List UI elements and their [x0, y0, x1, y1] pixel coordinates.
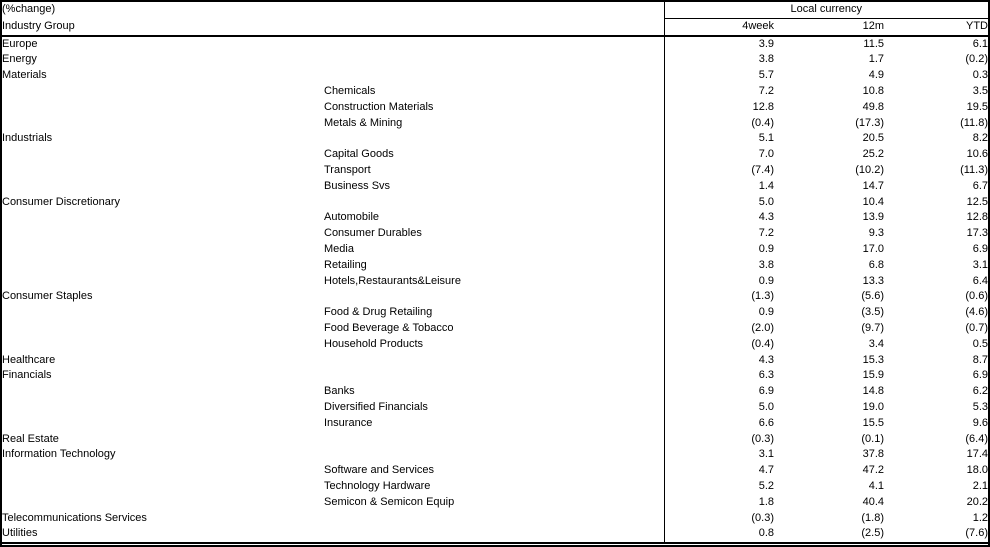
row-value-12m: 20.5: [862, 132, 884, 145]
row-value-4week: 6.6: [664, 416, 774, 432]
table-row: [2, 289, 988, 305]
row-subgroup-label: Food Beverage & Tobacco: [324, 321, 454, 334]
row-subgroup-label: Semicon & Semicon Equip: [324, 495, 455, 508]
row-value-12m: 6.8: [868, 258, 884, 271]
row-value-4week: 5.0: [664, 400, 774, 416]
row-value-ytd: (0.2): [965, 53, 988, 66]
industry-performance-table: [2, 2, 988, 544]
row-value-ytd: (11.3): [960, 163, 988, 176]
row-group-label: Consumer Staples: [2, 290, 93, 303]
table-head-section: [2, 2, 988, 36]
row-value-4week: 1.4: [664, 179, 774, 195]
row-value-ytd: 6.4: [972, 274, 988, 287]
row-subgroup-label: Construction Materials: [324, 100, 434, 113]
row-value-4week: 0.9: [664, 274, 774, 290]
row-value-ytd: (4.6): [965, 306, 988, 319]
row-value-12m: 15.9: [862, 369, 884, 382]
row-value-4week: (0.4): [664, 337, 774, 353]
row-group-label: [2, 384, 324, 400]
table-row: [2, 384, 988, 400]
row-value-12m: 4.9: [868, 69, 884, 82]
table-row: [2, 163, 988, 179]
row-subgroup-label: Metals & Mining: [324, 116, 403, 129]
row-value-ytd: 3.5: [972, 84, 988, 97]
row-value-4week: (0.4): [664, 116, 774, 132]
row-group-label: Real Estate: [2, 432, 59, 445]
row-value-4week: 4.3: [664, 353, 774, 369]
row-value-4week: 0.8: [664, 526, 774, 543]
row-value-4week: (2.0): [664, 321, 774, 337]
row-value-4week: 3.1: [664, 447, 774, 463]
row-value-4week: 7.2: [664, 84, 774, 100]
table-body: [2, 36, 988, 544]
row-value-ytd: (7.6): [884, 526, 988, 543]
row-value-ytd: 6.7: [972, 179, 988, 192]
table-row: [2, 210, 988, 226]
row-group-label: [2, 463, 324, 479]
row-value-4week: 0.9: [664, 242, 774, 258]
row-subgroup-label: Retailing: [324, 258, 367, 271]
row-subgroup-label: Automobile: [324, 211, 380, 224]
table-row: [2, 416, 988, 432]
table-row: [2, 131, 988, 147]
row-subgroup-label: [324, 131, 664, 147]
row-value-12m: (3.5): [861, 306, 884, 319]
row-value-4week: 6.9: [664, 384, 774, 400]
row-subgroup-label: Media: [324, 242, 354, 255]
table-row: [2, 258, 988, 274]
row-subgroup-label: [324, 447, 664, 463]
row-subgroup-label: [324, 36, 664, 53]
row-value-ytd: 18.0: [966, 464, 988, 477]
row-value-12m: 3.4: [868, 337, 884, 350]
column-header-row: [2, 18, 988, 35]
table-row: [2, 353, 988, 369]
row-value-4week: 5.7: [664, 68, 774, 84]
row-value-4week: 5.2: [664, 479, 774, 495]
row-value-4week: 6.3: [664, 368, 774, 384]
row-value-12m: 49.8: [862, 100, 884, 113]
row-group-label: [2, 416, 324, 432]
row-value-12m: 10.4: [862, 195, 884, 208]
row-group-label: [2, 337, 324, 353]
units-row: [2, 2, 988, 18]
row-value-12m: (9.7): [861, 321, 884, 334]
row-value-4week: 3.8: [664, 258, 774, 274]
table-row: [2, 305, 988, 321]
row-group-label: [2, 179, 324, 195]
row-subgroup-label: Insurance: [324, 416, 373, 429]
row-group-label: Telecommunications Services: [2, 511, 147, 524]
row-value-12m: 10.8: [862, 84, 884, 97]
row-value-ytd: 1.2: [972, 511, 988, 524]
row-value-12m: 25.2: [862, 148, 884, 161]
row-subgroup-label: Chemicals: [324, 84, 376, 97]
row-subgroup-label: Household Products: [324, 337, 424, 350]
row-value-4week: (7.4): [664, 163, 774, 179]
row-value-4week: 7.2: [664, 226, 774, 242]
row-value-4week: 1.8: [664, 495, 774, 511]
row-value-12m: (2.5): [774, 526, 884, 543]
row-subgroup-label: Technology Hardware: [324, 479, 431, 492]
units-spacer: [324, 2, 664, 18]
row-value-4week: 4.3: [664, 210, 774, 226]
row-group-label: [2, 495, 324, 511]
header-spacer: [324, 18, 664, 35]
row-value-12m: 19.0: [862, 400, 884, 413]
table-row: [2, 100, 988, 116]
row-group-label: [2, 479, 324, 495]
row-value-4week: (1.3): [664, 289, 774, 305]
row-value-ytd: 19.5: [966, 100, 988, 113]
row-group-label: [2, 116, 324, 132]
row-subgroup-label: Business Svs: [324, 179, 391, 192]
row-value-4week: 3.8: [664, 52, 774, 68]
row-group-label: Energy: [2, 53, 37, 66]
table-row: [2, 52, 988, 68]
row-value-12m: 17.0: [862, 242, 884, 255]
row-value-4week: 3.9: [664, 36, 774, 53]
row-value-4week: (0.3): [664, 432, 774, 448]
row-group-label: Healthcare: [2, 353, 56, 366]
row-subgroup-label: [324, 368, 664, 384]
row-value-ytd: 17.3: [966, 227, 988, 240]
row-group-label: [2, 163, 324, 179]
row-group-label: [2, 274, 324, 290]
table-row: [2, 463, 988, 479]
row-group-label: [2, 258, 324, 274]
row-value-12m: 37.8: [862, 448, 884, 461]
row-value-ytd: 10.6: [966, 148, 988, 161]
row-value-12m: 14.8: [862, 385, 884, 398]
row-value-12m: (10.2): [855, 163, 884, 176]
row-value-ytd: 8.7: [972, 353, 988, 366]
row-group-label: Utilities: [2, 526, 324, 543]
table-row: [2, 479, 988, 495]
row-group-label: Industrials: [2, 132, 53, 145]
row-group-label: [2, 147, 324, 163]
row-value-ytd: 2.1: [972, 479, 988, 492]
row-subgroup-label: Software and Services: [324, 464, 435, 477]
table-row: [2, 36, 988, 53]
row-value-12m: 1.7: [868, 53, 884, 66]
row-value-4week: 5.1: [664, 131, 774, 147]
row-group-label: [2, 242, 324, 258]
row-value-ytd: 5.3: [972, 400, 988, 413]
row-subgroup-label: [324, 511, 664, 527]
row-group-label: Financials: [2, 369, 52, 382]
row-value-4week: 12.8: [664, 100, 774, 116]
row-value-12m: (17.3): [855, 116, 884, 129]
row-value-12m: 13.3: [862, 274, 884, 287]
row-group-label: [2, 400, 324, 416]
row-value-12m: 14.7: [862, 179, 884, 192]
row-subgroup-label: [324, 68, 664, 84]
table-row: [2, 495, 988, 511]
row-value-ytd: (0.7): [965, 321, 988, 334]
row-group-label: [2, 210, 324, 226]
row-value-4week: 0.9: [664, 305, 774, 321]
row-group-label: [2, 305, 324, 321]
row-value-ytd: (11.8): [960, 116, 988, 129]
row-value-ytd: 6.9: [972, 369, 988, 382]
row-group-label: [2, 84, 324, 100]
table-row: [2, 447, 988, 463]
row-group-label: Europe: [2, 37, 38, 50]
row-value-4week: (0.3): [664, 511, 774, 527]
row-value-ytd: 9.6: [972, 416, 988, 429]
table-row: [2, 368, 988, 384]
row-value-12m: 4.1: [868, 479, 884, 492]
table-row: [2, 179, 988, 195]
table-row: [2, 226, 988, 242]
row-group-label: Information Technology: [2, 448, 116, 461]
table-row: [2, 195, 988, 211]
row-value-ytd: 6.9: [972, 242, 988, 255]
row-subgroup-label: [324, 289, 664, 305]
row-value-12m: 15.3: [862, 353, 884, 366]
row-value-ytd: 0.3: [972, 69, 988, 82]
row-value-4week: 7.0: [664, 147, 774, 163]
row-value-12m: 9.3: [868, 227, 884, 240]
row-subgroup-label: [324, 353, 664, 369]
row-subgroup-label: Banks: [324, 385, 355, 398]
table-row: [2, 432, 988, 448]
row-value-ytd: 8.2: [972, 132, 988, 145]
row-subgroup-label: Capital Goods: [324, 148, 394, 161]
units-label: (%change): [2, 3, 56, 16]
row-subgroup-label: Consumer Durables: [324, 227, 422, 240]
row-group-label: [2, 100, 324, 116]
row-value-12m: 47.2: [862, 464, 884, 477]
row-value-ytd: 6.1: [972, 37, 988, 50]
table-row: [2, 68, 988, 84]
row-value-12m: 13.9: [862, 211, 884, 224]
row-value-ytd: 0.5: [972, 337, 988, 350]
industry-group-header: Industry Group: [2, 18, 324, 35]
local-currency-header: Local currency: [664, 2, 988, 18]
row-value-12m: 15.5: [862, 416, 884, 429]
row-subgroup-label: [324, 526, 664, 543]
row-value-12m: 11.5: [863, 37, 884, 50]
row-group-label: [2, 321, 324, 337]
row-value-ytd: 3.1: [972, 258, 988, 271]
row-value-ytd: 6.2: [972, 385, 988, 398]
table-row: [2, 526, 988, 543]
row-subgroup-label: [324, 432, 664, 448]
row-subgroup-label: [324, 52, 664, 68]
table-row: [2, 116, 988, 132]
row-subgroup-label: Food & Drug Retailing: [324, 306, 433, 319]
row-value-ytd: 17.4: [966, 448, 988, 461]
row-value-4week: 5.0: [664, 195, 774, 211]
header-col-4week: 4week: [664, 18, 774, 35]
row-group-label: Consumer Discretionary: [2, 195, 120, 208]
table-row: [2, 511, 988, 527]
row-subgroup-label: [324, 195, 664, 211]
row-value-ytd: (6.4): [965, 432, 988, 445]
table-row: [2, 337, 988, 353]
row-value-12m: (0.1): [861, 432, 884, 445]
row-subgroup-label: Hotels,Restaurants&Leisure: [324, 274, 461, 287]
table-row: [2, 321, 988, 337]
table-row: [2, 147, 988, 163]
table-row: [2, 274, 988, 290]
table-row: [2, 242, 988, 258]
row-group-label: [2, 226, 324, 242]
row-subgroup-label: Diversified Financials: [324, 400, 428, 413]
row-value-ytd: 12.5: [966, 195, 988, 208]
row-group-label: Materials: [2, 69, 47, 82]
row-value-12m: 40.4: [862, 495, 884, 508]
header-col-12m: 12m: [774, 18, 884, 35]
row-value-12m: (5.6): [861, 290, 884, 303]
row-value-ytd: 20.2: [966, 495, 988, 508]
row-value-ytd: (0.6): [965, 290, 988, 303]
header-col-ytd: YTD: [884, 18, 988, 35]
row-value-4week: 4.7: [664, 463, 774, 479]
table-row: [2, 400, 988, 416]
row-value-12m: (1.8): [861, 511, 884, 524]
row-subgroup-label: Transport: [324, 163, 371, 176]
table-row: [2, 84, 988, 100]
row-value-ytd: 12.8: [966, 211, 988, 224]
